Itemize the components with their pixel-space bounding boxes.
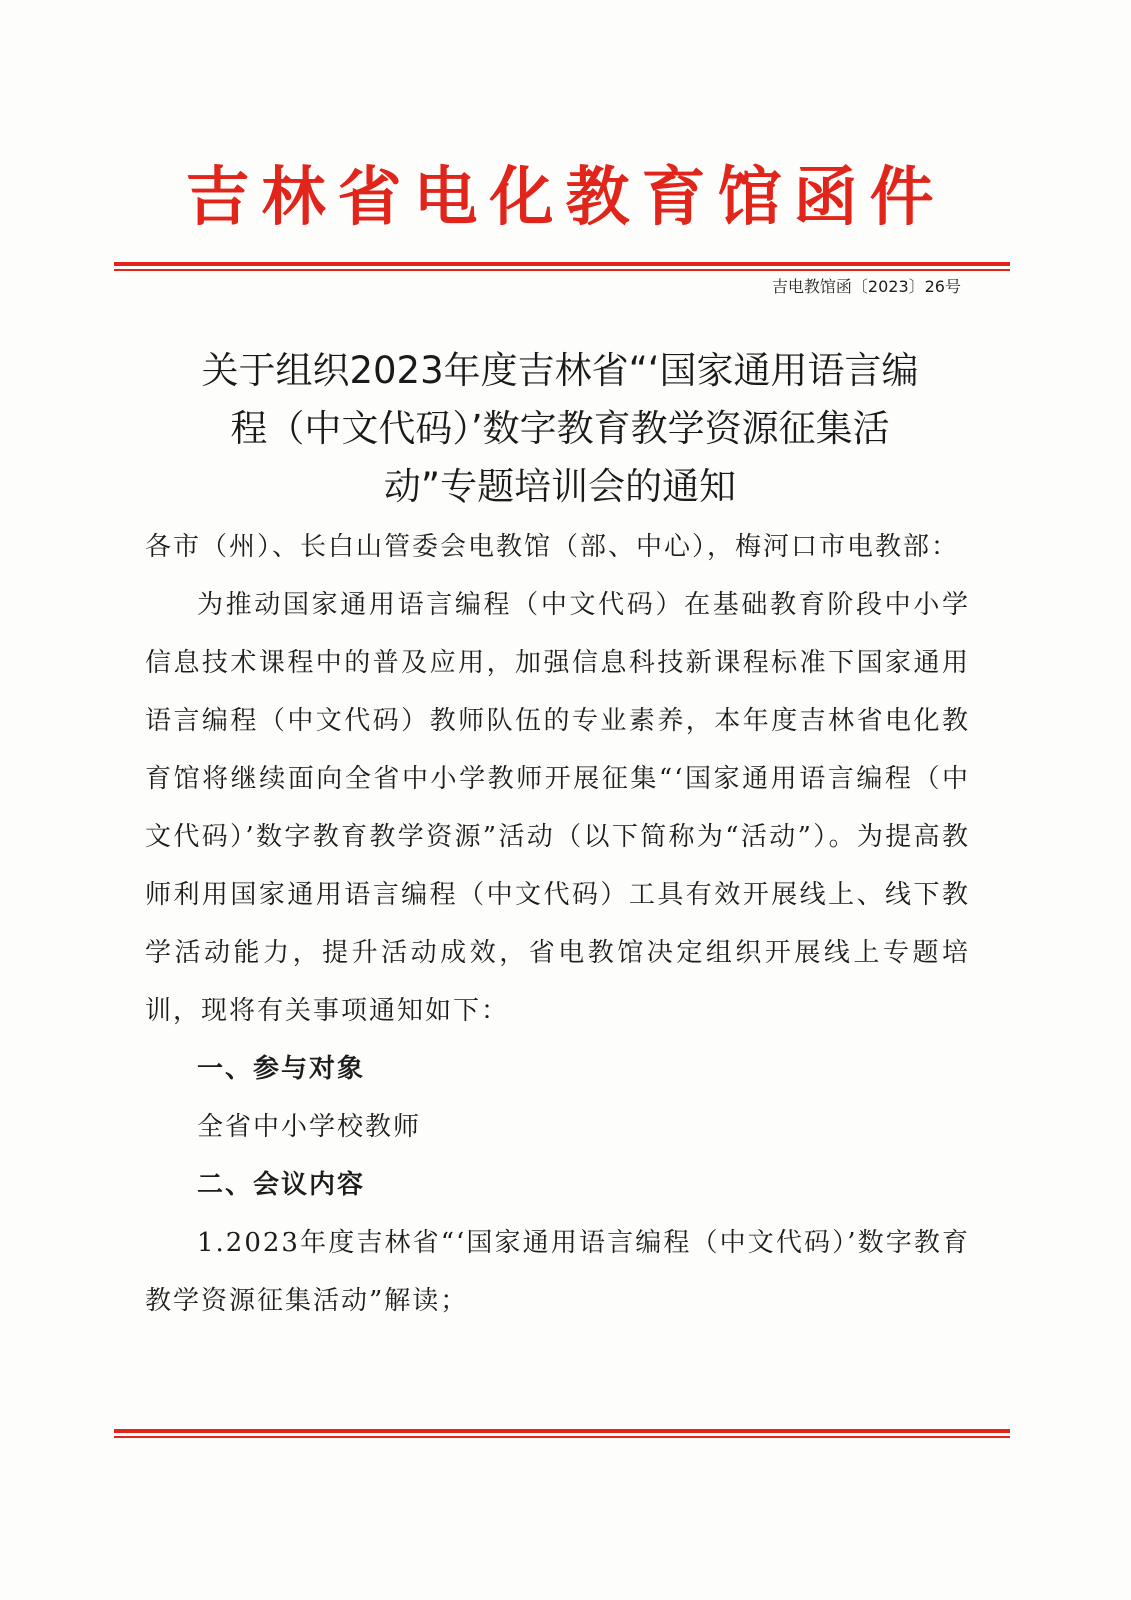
section-2-item-1: 1.2023年度吉林省“‘国家通用语言编程（中文代码）’数字教育教学资源征集活动”解读；	[145, 1228, 970, 1316]
notice-title	[130, 342, 990, 516]
footer-divider	[114, 1429, 1010, 1438]
salutation: 各市（州）、长白山管委会电教馆（部、中心），梅河口市电教部：	[145, 532, 960, 562]
intro-paragraph: 为推动国家通用语言编程（中文代码）在基础教育阶段中小学信息技术课程中的普及应用，加强信息科技新课程标准下国家通用语言编程（中文代码）教师队伍的专业素养，本年度吉林省电化教育馆将继续面向全省中小学教师开展征集“‘国家通用语言编程（中文代码）’数字教育教学资源”活动（以下简称为“活动”）。为提高教师利用国家通用语言编程（中文代码）工具有效开展线上、线下教学活动能力，提升活动成效，省电教馆决定组织开展线上专题培训，现将有关事项通知如下：	[145, 590, 970, 1026]
letterhead-title: 吉林省电化教育馆函件	[185, 161, 946, 235]
document-number: 吉电教馆函〔2023〕26号	[771, 277, 961, 296]
notice-body	[145, 518, 970, 1330]
letterhead-divider	[114, 262, 1010, 271]
section-1-content: 全省中小学校教师	[197, 1112, 422, 1142]
section-2-heading: 二、会议内容	[197, 1170, 366, 1200]
title-line-2: 程（中文代码）’数字教育教学资源征集活	[230, 407, 890, 450]
title-line-1: 关于组织2023年度吉林省“‘国家通用语言编	[201, 349, 919, 392]
title-line-3: 动”专题培训会的通知	[383, 465, 737, 508]
section-1-heading: 一、参与对象	[197, 1054, 366, 1084]
